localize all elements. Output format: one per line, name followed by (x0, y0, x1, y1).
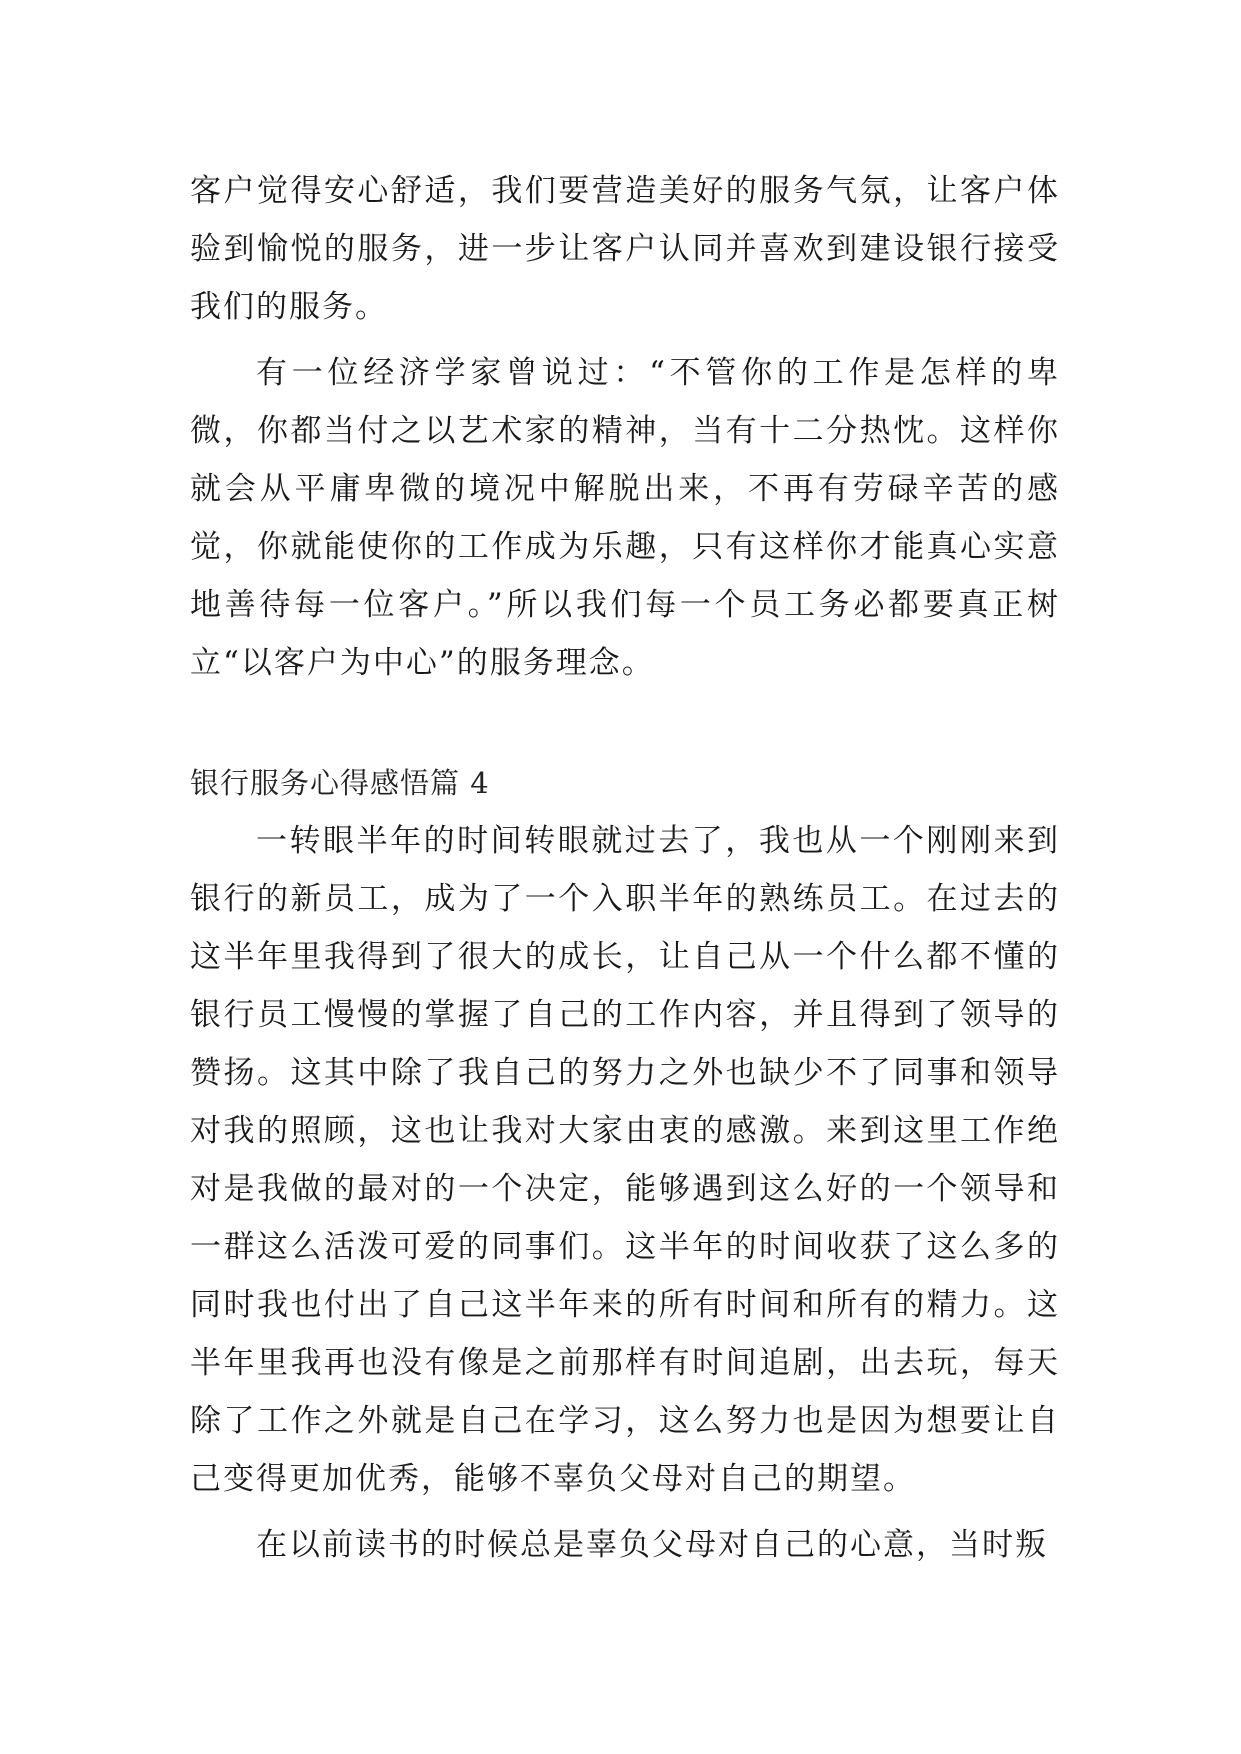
section-heading: 银行服务心得感悟篇 4 (190, 766, 490, 800)
paragraph-economist-quote: 有一位经济学家曾说过：“不管你的工作是怎样的卑微，你都当付之以艺术家的精神，当有十二分热忱。这样你就会从平庸卑微的境况中解脱出来，不再有劳碌辛苦的感觉，你就能使你的工作成为乐趣，只有这样你才能真心实意地善待每一位客户。”所以我们每一个员工务必都要真正树立“以客户为中心”的服务理念。 (190, 355, 1060, 681)
paragraph-continuation: 客户觉得安心舒适，我们要营造美好的服务气氛，让客户体验到愉悦的服务，进一步让客户认同并喜欢到建设银行接受我们的服务。 (190, 173, 1060, 325)
paragraph-school-days: 在以前读书的时候总是辜负父母对自己的心意，当时叛 (256, 1527, 1048, 1563)
paragraph-half-year-review: 一转眼半年的时间转眼就过去了，我也从一个刚刚来到银行的新员工，成为了一个入职半年的熟练员工。在过去的这半年里我得到了很大的成长，让自己从一个什么都不懂的银行员工慢慢的掌握了自己的工作内容，并且得到了领导的赞扬。这其中除了我自己的努力之外也缺少不了同事和领导对我的照顾，这也让我对大家由衷的感激。来到这里工作绝对是我做的最对的一个决定，能够遇到这么好的一个领导和一群这么活泼可爱的同事们。这半年的时间收获了这么多的同时我也付出了自己这半年来的所有时间和所有的精力。这半年里我再也没有像是之前那样有时间追剧，出去玩，每天除了工作之外就是自己在学习，这么努力也是因为想要让自己变得更加优秀，能够不辜负父母对自己的期望。 (190, 823, 1060, 1497)
document-body (190, 162, 1060, 1582)
